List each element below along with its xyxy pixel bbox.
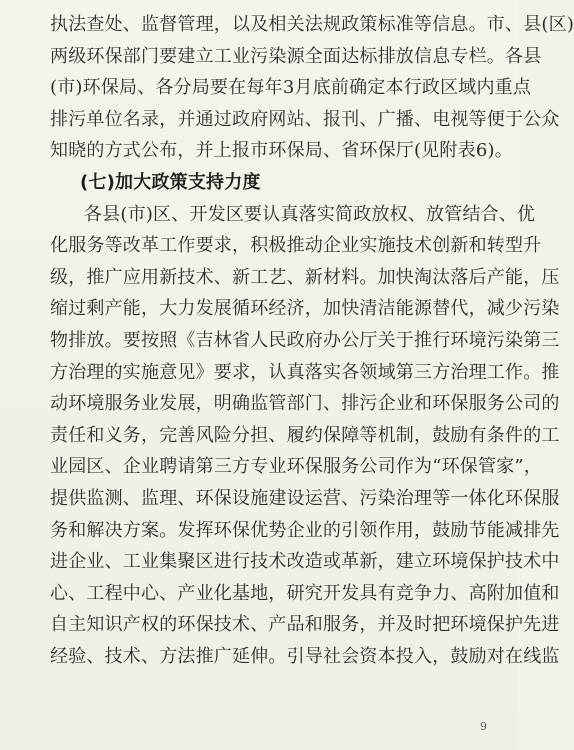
- text-line: 经验、技术、方法推广延伸。引导社会资本投入，鼓励对在线监: [50, 645, 560, 667]
- text-line: 心、工程中心、产业化基地，研究开发具有竞争力、高附加值和: [50, 582, 560, 604]
- text-line: 执法查处、监督管理，以及相关法规政策标准等信息。市、县(区): [50, 14, 574, 35]
- text-line: 责任和义务，完善风险分担、履约保障等机制，鼓励有条件的工: [50, 424, 560, 446]
- text-line: 提供监测、监理、环保设施建设运营、污染治理等一体化环保服: [50, 487, 560, 509]
- text-line: 缩过剩产能，大力发展循环经济，加快清洁能源替代，减少污染: [50, 298, 560, 320]
- text-line: 物排放。要按照《吉林省人民政府办公厅关于推行环境污染第三: [50, 329, 560, 351]
- text-line: 方治理的实施意见》要求，认真落实各领域第三方治理工作。推: [50, 361, 560, 383]
- text-line: 化服务等改革工作要求，积极推动企业实施技术创新和转型升: [50, 235, 542, 257]
- text-line: 务和解决方案。发挥环保优势企业的引领作用，鼓励节能减排先: [50, 519, 560, 541]
- page-number: 9: [480, 720, 487, 733]
- text-line: 自主知识产权的环保技术、产品和服务，并及时把环境保护先进: [50, 614, 560, 636]
- text-line: 级，推广应用新技术、新工艺、新材料。加快淘汰落后产能，压: [50, 266, 560, 288]
- paragraph-start: 各县(市)区、开发区要认真落实简政放权、放管结合、优: [84, 203, 536, 225]
- text-line: 知晓的方式公布，并上报市环保局、省环保厅(见附表6)。: [50, 140, 513, 162]
- text-line: 进企业、工业集聚区进行技术改造或革新，建立环境保护技术中: [50, 551, 560, 573]
- text-line: 动环境服务业发展，明确监管部门、排污企业和环保服务公司的: [50, 393, 560, 415]
- text-line: 业园区、企业聘请第三方专业环保服务公司作为“环保管家”，: [50, 456, 543, 478]
- text-line: 排污单位名录，并通过政府网站、报刊、广播、电视等便于公众: [50, 108, 560, 130]
- section-heading: (七)加大政策支持力度: [80, 171, 261, 193]
- text-line: (市)环保局、各分局要在每年3月底前确定本行政区域内重点: [50, 77, 532, 99]
- body-text: [50, 9, 574, 672]
- text-line: 两级环保部门要建立工业污染源全面达标排放信息专栏。各县: [50, 45, 542, 67]
